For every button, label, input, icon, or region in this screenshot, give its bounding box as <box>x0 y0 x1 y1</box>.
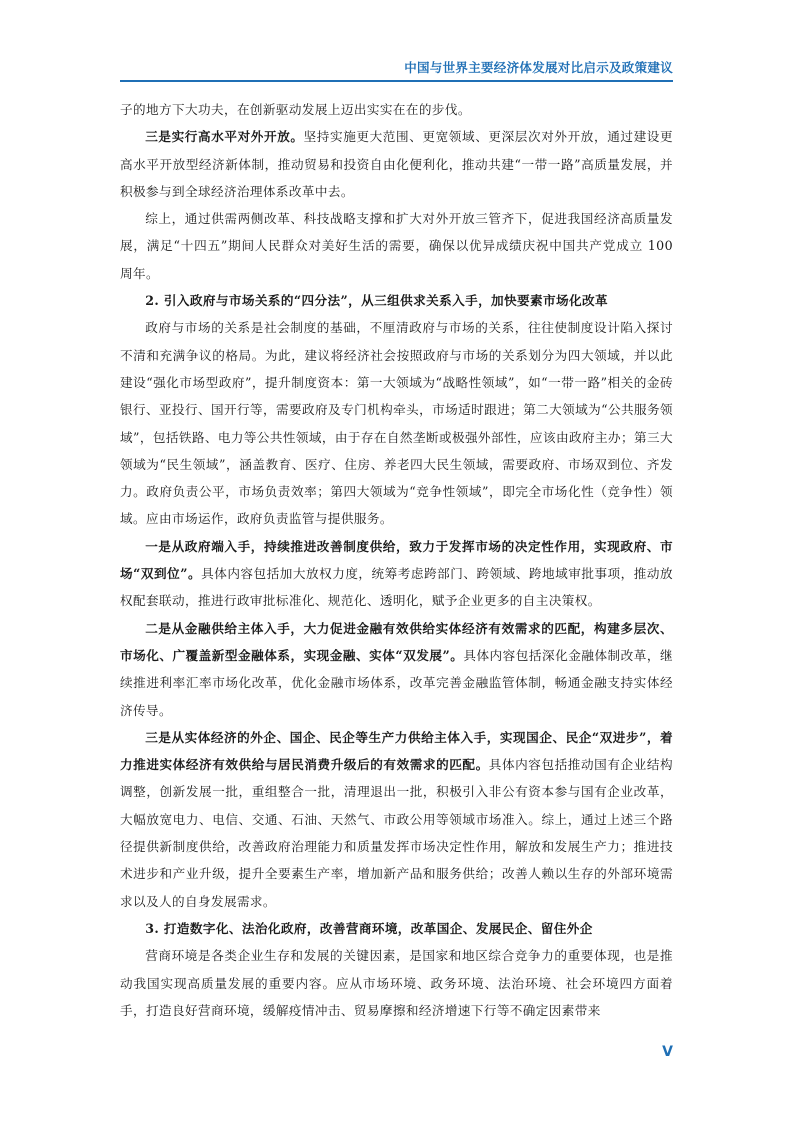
paragraph-text: 子的地方下大功夫，在创新驱动发展上迈出实实在在的步伐。 <box>120 102 471 117</box>
document-body <box>120 96 673 1024</box>
paragraph-government-side <box>120 533 673 615</box>
paragraph-text: 坚持实施更大范围、更宽领域、更深层次对外开放，通过建设更高水平开放型经济新体制，推动贸易和投资自由化便利化，推动共建“一带一路”高质量发展，并积极参与到全球经济治理体系改革中去。 <box>120 129 673 199</box>
paragraph-business-environment <box>120 942 673 1024</box>
paragraph-text: 具体内容包括深化金融体制改革，继续推进利率汇率市场化改革，优化金融市场体系，改革完善金融监管体制，畅通金融支持实体经济传导。 <box>120 647 673 718</box>
heading-text: 2. 引入政府与市场关系的“四分法”，从三组供求关系入手，加快要素市场化改革 <box>145 293 609 309</box>
header-divider <box>120 80 673 82</box>
paragraph-lead-bold: 三是实行高水平对外开放。 <box>145 129 304 145</box>
paragraph-text: 政府与市场的关系是社会制度的基础，不厘清政府与市场的关系，往往使制度设计陷入探讨不清和充满争议的格局。为此，建议将经济社会按照政府与市场的关系划分为四大领域，并以此建设“强化市场型政府”，提升制度资本：第一大领域为“战略性领域”，如“一带一路”相关的金砖银行、亚投行、国开行等，需要政府及专门机构牵头，市场适时跟进；第二大领域为“公共服务领域”，包括铁路、电力等公共性领域，由于存在自然垄断或极强外部性，应该由政府主办；第三大领域为“民生领域”，涵盖教育、医疗、住房、养老四大民生领域，需要政府、市场双到位、齐发力。政府负责公平，市场负责效率；第四大领域为“竞争性领域”，即完全市场化性（竞争性）领域。应由市场运作，政府负责监管与提供服务。 <box>120 320 673 527</box>
paragraph-lead-bold: 一是从政府端入手，持续推进改善制度供给，致力于发挥市场的决定性作用，实现政府、市场“双到位”。 <box>120 538 673 582</box>
paragraph-opening-up <box>120 123 673 205</box>
section-heading-2 <box>120 287 673 314</box>
running-header-title: 中国与世界主要经济体发展对比启示及政策建议 <box>404 60 673 75</box>
paragraph-text: 具体内容包括加大放权力度，统筹考虑跨部门、跨领域、跨地域审批事项，推动放权配套联动，推进行政审批标准化、规范化、透明化，赋予企业更多的自主决策权。 <box>120 566 673 609</box>
paragraph-lead-bold: 三是从实体经济的外企、国企、民企等生产力供给主体入手，实现国企、民企“双进步”，着力推进实体经济有效供给与居民消费升级后的有效需求的匹配。 <box>120 729 673 773</box>
paragraph-text: 综上，通过供需两侧改革、科技战略支撑和扩大对外开放三管齐下，促进我国经济高质量发展，满足“十四五”期间人民群众对美好生活的需要，确保以优异成绩庆祝中国共产党成立 100 周年。 <box>120 211 673 281</box>
section-heading-3 <box>120 915 673 942</box>
paragraph-text: 营商环境是各类企业生存和发展的关键因素，是国家和地区综合竞争力的重要体现，也是推动我国实现高质量发展的重要内容。应从市场环境、政务环境、法治环境、社会环境四方面着手，打造良好营商环境，缓解疫情冲击、贸易摩擦和经济增速下行等不确定因素带来 <box>120 948 673 1018</box>
paragraph-text: 具体内容包括推动国有企业结构调整，创新发展一批，重组整合一批，清理退出一批，积极引入非公有资本参与国有企业改革，大幅放宽电力、电信、交通、石油、天然气、市政公用等领域市场准入。综上，通过上述三个路径提供新制度供给，改善政府治理能力和质量发挥市场决定性作用，解放和发展生产力；推进技术进步和产业升级，提升全要素生产率，增加新产品和服务供给；改善人赖以生存的外部环境需求以及人的自身发展需求。 <box>120 757 673 909</box>
paragraph-continued <box>120 96 673 123</box>
page-number: V <box>662 1044 673 1060</box>
paragraph-lead-bold: 二是从金融供给主体入手，大力促进金融有效供给实体经济有效需求的匹配，构建多层次、市场化、广覆盖新型金融体系，实现金融、实体“双发展”。 <box>120 620 673 663</box>
paragraph-four-domains <box>120 314 673 532</box>
paragraph-finance-side <box>120 615 673 724</box>
paragraph-real-economy-side <box>120 724 673 915</box>
heading-text: 3. 打造数字化、法治化政府，改善营商环境，改革国企、发展民企、留住外企 <box>145 920 593 936</box>
paragraph-summary <box>120 205 673 287</box>
